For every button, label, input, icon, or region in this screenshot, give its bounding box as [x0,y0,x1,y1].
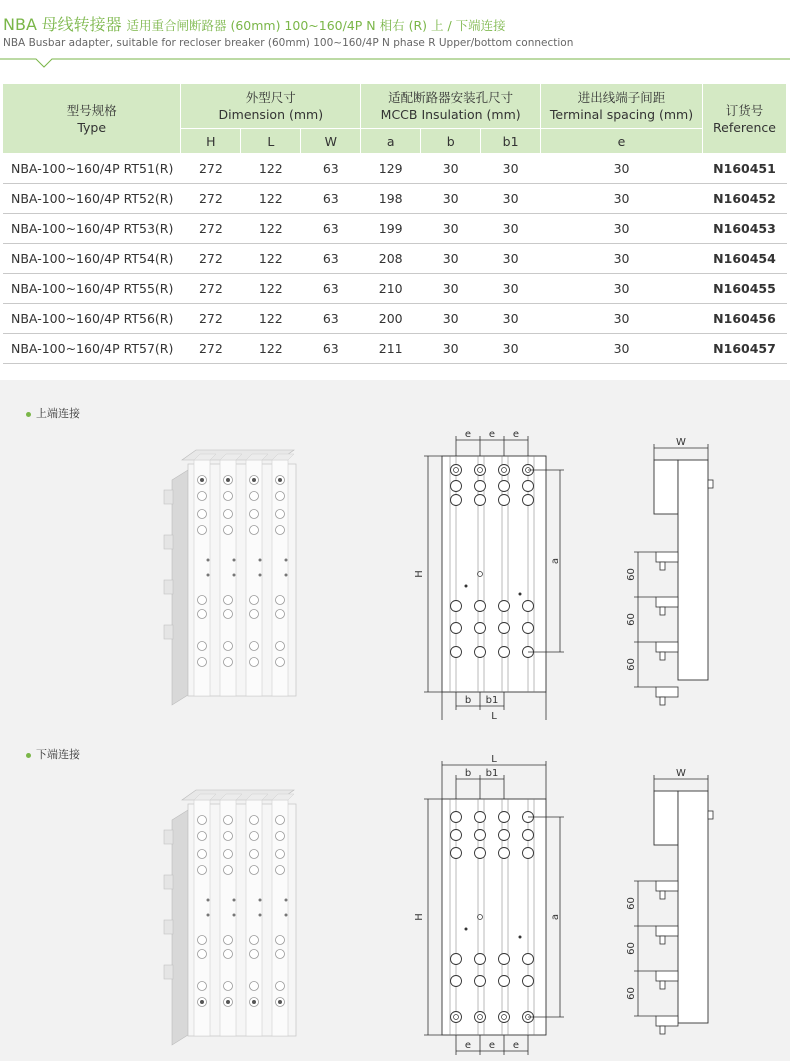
front-hole [523,954,534,965]
product-hole [224,642,233,651]
product-dot [259,574,262,577]
product-hole [250,950,259,959]
product-3d-view [164,450,296,705]
product-hole [250,832,259,841]
table-cell-ref: N160454 [702,244,786,274]
dim-label-H: H [414,913,425,921]
table-cell-ref: N160453 [702,214,786,244]
side-terminal-stub [660,697,665,705]
product-dot [233,559,236,562]
front-hole [451,495,462,506]
col-mccb-header: 适配断路器安装孔尺寸 MCCB Insulation (mm) [361,84,541,129]
product-hole [198,936,207,945]
table-row [3,244,787,274]
front-hole [523,976,534,987]
product-hole [198,526,207,535]
front-hole [499,481,510,492]
dim-label-60: 60 [626,568,637,581]
table-cell-ref: N160451 [702,154,786,184]
col-terminal-header: 进出线端子间距 Terminal spacing (mm) [541,84,703,129]
lower-connection-drawings [0,755,790,1061]
table-cell-H: 272 [181,214,241,244]
table-cell-type: NBA-100~160/4P RT54(R) [3,244,181,274]
table-cell-b1: 30 [481,214,541,244]
product-hole [276,526,285,535]
table-cell-a: 210 [361,274,421,304]
spec-table [3,84,787,364]
product-side-face [172,810,188,1045]
table-cell-b1: 30 [481,274,541,304]
table-cell-ref: N160456 [702,304,786,334]
product-hole [276,596,285,605]
product-hole [276,832,285,841]
product-screw [200,1000,204,1004]
product-fin [164,920,173,934]
table-row [3,334,787,364]
upper-connection-drawings [0,420,790,720]
product-hole [250,492,259,501]
product-hole [250,850,259,859]
product-hole [250,610,259,619]
col-type-header: 型号规格 Type [3,84,181,154]
table-cell-a: 129 [361,154,421,184]
side-body [678,460,708,680]
product-hole [276,642,285,651]
front-hole [475,848,486,859]
table-cell-W: 63 [301,214,361,244]
sub-header-W: W [301,129,361,154]
table-cell-b: 30 [421,244,481,274]
side-terminal [656,926,678,936]
sub-header-b1: b1 [481,129,541,154]
table-cell-L: 122 [241,274,301,304]
product-hole [198,642,207,651]
table-cell-b: 30 [421,154,481,184]
front-hole [475,495,486,506]
front-hole [499,830,510,841]
front-dimension-drawing [414,755,564,1055]
side-terminal-stub [660,607,665,615]
front-dot [519,593,522,596]
front-hole [451,848,462,859]
front-hole [451,623,462,634]
front-hole [475,647,486,658]
side-terminal-stub [660,562,665,570]
product-hole [276,982,285,991]
table-cell-H: 272 [181,184,241,214]
dim-label-e: e [464,1040,472,1051]
table-cell-W: 63 [301,304,361,334]
header-divider [0,57,790,69]
table-row [3,304,787,334]
table-cell-H: 272 [181,274,241,304]
product-hole [224,832,233,841]
table-cell-H: 272 [181,244,241,274]
table-cell-ref: N160455 [702,274,786,304]
table-cell-W: 63 [301,244,361,274]
side-tab [708,811,713,819]
side-dimension-drawing [626,768,713,1034]
front-hole [475,954,486,965]
product-dot [285,559,288,562]
dim-label-60: 60 [626,897,637,910]
front-dot [465,928,468,931]
table-cell-ref: N160452 [702,184,786,214]
front-hole [499,647,510,658]
dim-label-60: 60 [626,942,637,955]
side-tab [708,480,713,488]
product-dot [233,574,236,577]
product-screw [252,1000,256,1004]
table-cell-e: 30 [541,304,703,334]
dim-label-e: e [488,1040,496,1051]
side-body [678,791,708,1023]
front-dot [519,936,522,939]
table-cell-e: 30 [541,334,703,364]
product-hole [224,492,233,501]
sub-header-L: L [241,129,301,154]
table-cell-b: 30 [421,274,481,304]
dim-label-60: 60 [626,658,637,671]
product-dot [233,914,236,917]
product-hole [276,610,285,619]
product-fin [164,580,173,594]
front-hole [499,812,510,823]
table-cell-type: NBA-100~160/4P RT57(R) [3,334,181,364]
product-dot [285,914,288,917]
table-cell-b: 30 [421,304,481,334]
table-cell-b1: 30 [481,334,541,364]
dim-label-W: W [676,437,686,448]
table-cell-L: 122 [241,154,301,184]
product-screw [278,478,282,482]
front-hole [523,481,534,492]
front-hole [499,954,510,965]
product-dot [207,899,210,902]
front-hole [499,1012,510,1023]
product-side-face [172,470,188,705]
side-terminal [656,552,678,562]
product-hole [250,816,259,825]
table-cell-b1: 30 [481,304,541,334]
table-row [3,184,787,214]
table-cell-W: 63 [301,334,361,364]
table-cell-b: 30 [421,334,481,364]
product-dot [207,559,210,562]
product-dot [285,899,288,902]
product-dot [259,914,262,917]
product-dot [285,574,288,577]
front-hole [523,848,534,859]
side-terminal-stub [660,981,665,989]
table-cell-b1: 30 [481,244,541,274]
front-hole [451,647,462,658]
dim-label-60: 60 [626,987,637,1000]
front-hole [451,481,462,492]
front-hole [475,623,486,634]
table-cell-type: NBA-100~160/4P RT51(R) [3,154,181,184]
front-hole [499,495,510,506]
table-cell-e: 30 [541,274,703,304]
product-screw [252,478,256,482]
table-cell-type: NBA-100~160/4P RT52(R) [3,184,181,214]
sub-header-H: H [181,129,241,154]
table-row [3,274,787,304]
product-dot [207,914,210,917]
side-terminal [656,642,678,652]
upper-connection-label: 上端连接 [26,405,80,421]
dim-label-b1: b1 [485,695,499,706]
product-hole [198,816,207,825]
front-hole [475,1012,486,1023]
front-dot [465,585,468,588]
dim-label-60: 60 [626,613,637,626]
side-terminal [656,1016,678,1026]
product-screw [200,478,204,482]
product-hole [276,816,285,825]
front-hole [523,601,534,612]
sub-header-a: a [361,129,421,154]
product-hole [250,658,259,667]
product-hole [198,850,207,859]
product-fin [164,875,173,889]
product-hole [276,950,285,959]
product-hole [198,492,207,501]
table-cell-b1: 30 [481,154,541,184]
product-fin [164,625,173,639]
front-hole [499,848,510,859]
side-terminal [656,971,678,981]
dim-label-a: a [550,557,561,565]
page-subtitle: NBA Busbar adapter, suitable for recloser breaker (60mm) 100~160/4P N phase R Upper/bottom connection [3,37,574,49]
product-hole [198,950,207,959]
table-row [3,214,787,244]
product-hole [198,832,207,841]
dim-label-L: L [491,755,497,765]
table-cell-H: 272 [181,304,241,334]
product-hole [250,510,259,519]
lower-connection-label: 下端连接 [26,746,80,762]
front-hole [451,601,462,612]
product-hole [276,866,285,875]
product-hole [250,642,259,651]
side-upper-block [654,460,678,514]
table-row [3,154,787,184]
table-cell-W: 63 [301,154,361,184]
front-hole [451,465,462,476]
product-hole [198,596,207,605]
front-hole [475,465,486,476]
front-hole [451,812,462,823]
product-hole [198,866,207,875]
table-cell-e: 30 [541,214,703,244]
dim-label-H: H [414,570,425,578]
product-screw [226,1000,230,1004]
dim-label-b1: b1 [485,768,499,779]
table-cell-b1: 30 [481,184,541,214]
front-dimension-drawing [414,429,564,720]
page-title [3,12,506,35]
table-cell-L: 122 [241,214,301,244]
front-hole [499,465,510,476]
product-hole [224,658,233,667]
product-hole [250,936,259,945]
product-hole [224,936,233,945]
side-terminal-stub [660,652,665,660]
sub-header-b: b [421,129,481,154]
front-hole [499,623,510,634]
product-hole [250,982,259,991]
table-cell-L: 122 [241,184,301,214]
product-hole [250,596,259,605]
product-hole [198,610,207,619]
side-terminal [656,597,678,607]
front-hole [523,623,534,634]
front-hole [523,495,534,506]
front-hole [475,830,486,841]
product-hole [276,658,285,667]
table-cell-L: 122 [241,304,301,334]
product-hole [276,510,285,519]
product-hole [224,596,233,605]
product-dot [207,574,210,577]
dim-label-W: W [676,768,686,779]
product-dot [259,899,262,902]
table-cell-a: 208 [361,244,421,274]
product-fin [164,490,173,504]
table-cell-b: 30 [421,184,481,214]
table-cell-H: 272 [181,154,241,184]
product-3d-view [164,790,296,1045]
dim-label-e: e [512,1040,520,1051]
side-dimension-drawing [626,437,713,705]
product-hole [224,866,233,875]
product-hole [224,982,233,991]
product-hole [224,816,233,825]
dim-label-a: a [550,913,561,921]
dim-label-e: e [464,429,472,440]
table-cell-type: NBA-100~160/4P RT56(R) [3,304,181,334]
title-cn-name: 母线转接器 [41,15,122,34]
table-cell-W: 63 [301,274,361,304]
table-cell-L: 122 [241,244,301,274]
front-hole [475,601,486,612]
product-hole [276,850,285,859]
table-cell-ref: N160457 [702,334,786,364]
dim-label-e: e [512,429,520,440]
side-terminal [656,881,678,891]
table-cell-a: 200 [361,304,421,334]
product-fin [164,830,173,844]
sub-header-e: e [541,129,703,154]
product-hole [198,658,207,667]
front-hole [475,481,486,492]
front-hole [499,976,510,987]
table-cell-type: NBA-100~160/4P RT53(R) [3,214,181,244]
front-hole [451,1012,462,1023]
dim-label-e: e [488,429,496,440]
bullet-icon [26,412,31,417]
side-terminal-stub [660,891,665,899]
product-screw [278,1000,282,1004]
product-hole [276,492,285,501]
table-cell-a: 199 [361,214,421,244]
front-hole [499,601,510,612]
table-cell-type: NBA-100~160/4P RT55(R) [3,274,181,304]
dim-label-b: b [464,768,472,779]
product-hole [224,850,233,859]
table-cell-e: 30 [541,184,703,214]
product-hole [276,936,285,945]
front-hole [451,976,462,987]
product-hole [250,866,259,875]
product-hole [224,610,233,619]
table-cell-a: 198 [361,184,421,214]
front-hole [475,812,486,823]
side-upper-block [654,791,678,845]
dim-label-b: b [464,695,472,706]
front-hole [451,954,462,965]
product-dot [259,559,262,562]
side-terminal [656,687,678,697]
side-terminal-stub [660,936,665,944]
dim-label-L: L [491,711,497,720]
side-terminal-stub [660,1026,665,1034]
product-fin [164,535,173,549]
table-cell-L: 122 [241,334,301,364]
product-hole [250,526,259,535]
col-dimension-header: 外型尺寸 Dimension (mm) [181,84,361,129]
table-cell-a: 211 [361,334,421,364]
table-cell-e: 30 [541,244,703,274]
front-hole [523,830,534,841]
product-hole [198,510,207,519]
table-cell-W: 63 [301,184,361,214]
table-cell-e: 30 [541,154,703,184]
table-cell-H: 272 [181,334,241,364]
product-dot [233,899,236,902]
product-hole [198,982,207,991]
product-hole [224,950,233,959]
product-screw [226,478,230,482]
col-reference-header: 订货号 Reference [702,84,786,154]
title-brand: NBA [3,15,37,34]
product-hole [224,510,233,519]
front-hole [475,976,486,987]
title-cn-desc: 适用重合闸断路器 (60mm) 100~160/4P N 相右 (R) 上 / 下端连接 [126,18,506,33]
front-hole [451,830,462,841]
product-hole [224,526,233,535]
product-fin [164,965,173,979]
table-cell-b: 30 [421,214,481,244]
